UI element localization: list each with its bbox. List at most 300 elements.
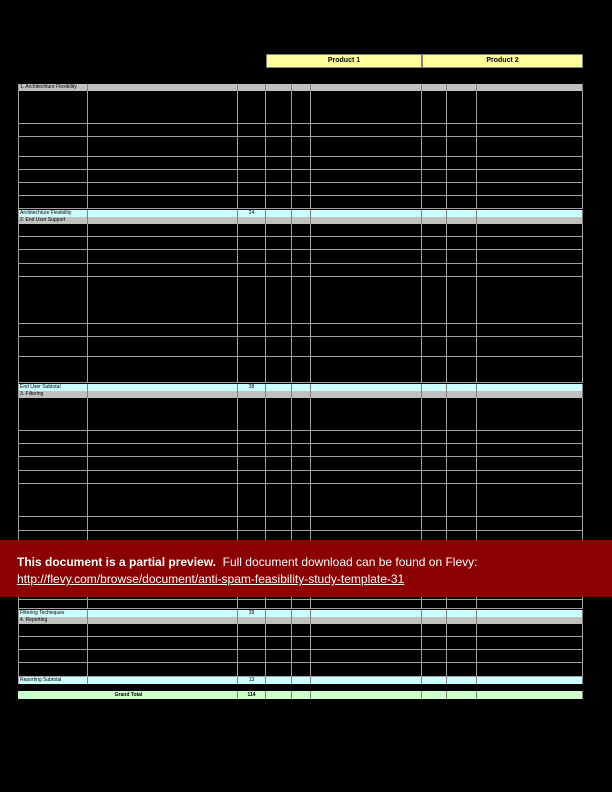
cell bbox=[88, 610, 238, 617]
cell bbox=[422, 471, 447, 483]
cell bbox=[266, 391, 292, 398]
section-header bbox=[18, 84, 583, 91]
table-row bbox=[18, 250, 583, 264]
preview-banner bbox=[0, 540, 612, 597]
cell bbox=[238, 391, 266, 398]
cell bbox=[88, 224, 238, 236]
cell bbox=[477, 210, 583, 217]
cell bbox=[477, 391, 583, 398]
cell bbox=[477, 137, 583, 156]
cell bbox=[238, 91, 266, 123]
cell bbox=[238, 431, 266, 443]
cell bbox=[266, 84, 292, 91]
table-row bbox=[18, 324, 583, 337]
cell bbox=[422, 124, 447, 136]
cell bbox=[292, 691, 311, 699]
cell bbox=[266, 124, 292, 136]
cell bbox=[238, 84, 266, 91]
cell bbox=[422, 170, 447, 182]
banner-message bbox=[17, 554, 612, 571]
cell bbox=[311, 624, 422, 636]
cell bbox=[266, 650, 292, 662]
cell bbox=[422, 391, 447, 398]
cell bbox=[311, 617, 422, 624]
subtotal-label: Filtering Techniques bbox=[18, 610, 88, 617]
cell bbox=[477, 264, 583, 276]
cell bbox=[88, 600, 238, 608]
cell bbox=[238, 624, 266, 636]
cell bbox=[311, 170, 422, 182]
cell bbox=[447, 398, 477, 430]
cell bbox=[292, 217, 311, 224]
cell bbox=[266, 170, 292, 182]
cell bbox=[422, 357, 447, 382]
cell bbox=[477, 124, 583, 136]
grand-total-value: 114 bbox=[238, 691, 266, 699]
cell bbox=[292, 663, 311, 676]
cell bbox=[477, 610, 583, 617]
cell bbox=[447, 677, 477, 684]
cell bbox=[292, 237, 311, 249]
cell bbox=[18, 337, 88, 356]
cell bbox=[266, 183, 292, 195]
cell bbox=[88, 264, 238, 276]
cell bbox=[266, 484, 292, 516]
cell bbox=[477, 384, 583, 391]
cell bbox=[311, 324, 422, 336]
cell bbox=[292, 471, 311, 483]
cell bbox=[88, 471, 238, 483]
cell bbox=[447, 137, 477, 156]
cell bbox=[422, 610, 447, 617]
cell bbox=[447, 484, 477, 516]
cell bbox=[238, 517, 266, 530]
cell bbox=[18, 170, 88, 182]
cell bbox=[238, 637, 266, 649]
cell bbox=[422, 691, 447, 699]
cell bbox=[311, 398, 422, 430]
cell bbox=[18, 444, 88, 456]
cell bbox=[311, 224, 422, 236]
cell bbox=[88, 624, 238, 636]
table-row bbox=[18, 398, 583, 431]
cell bbox=[18, 398, 88, 430]
subtotal-label: End User Subtotal bbox=[18, 384, 88, 391]
cell bbox=[311, 277, 422, 323]
cell bbox=[88, 91, 238, 123]
cell bbox=[238, 471, 266, 483]
cell bbox=[477, 624, 583, 636]
cell bbox=[88, 637, 238, 649]
table-row bbox=[18, 196, 583, 209]
cell bbox=[477, 217, 583, 224]
cell bbox=[422, 663, 447, 676]
cell bbox=[238, 663, 266, 676]
cell bbox=[266, 217, 292, 224]
cell bbox=[447, 357, 477, 382]
table-row bbox=[18, 484, 583, 517]
cell bbox=[266, 157, 292, 169]
cell bbox=[292, 677, 311, 684]
table-row bbox=[18, 237, 583, 250]
cell bbox=[292, 391, 311, 398]
cell bbox=[266, 610, 292, 617]
cell bbox=[447, 264, 477, 276]
cell bbox=[88, 337, 238, 356]
section-header bbox=[18, 617, 583, 624]
cell bbox=[266, 431, 292, 443]
cell bbox=[266, 457, 292, 470]
table-row bbox=[18, 637, 583, 650]
cell bbox=[447, 444, 477, 456]
cell bbox=[88, 183, 238, 195]
cell bbox=[266, 250, 292, 263]
cell bbox=[238, 264, 266, 276]
section-title: 4. Reporting bbox=[18, 617, 88, 624]
cell bbox=[422, 617, 447, 624]
cell bbox=[477, 677, 583, 684]
flevy-document-link[interactable]: http://flevy.com/browse/document/anti-spam-feasibility-study-template-31 bbox=[17, 572, 405, 586]
table-row bbox=[18, 471, 583, 484]
cell bbox=[447, 210, 477, 217]
cell bbox=[266, 264, 292, 276]
subtotal-value: 13 bbox=[238, 677, 266, 684]
cell bbox=[311, 600, 422, 608]
cell bbox=[18, 264, 88, 276]
cell bbox=[447, 600, 477, 608]
cell bbox=[238, 324, 266, 336]
cell bbox=[422, 157, 447, 169]
cell bbox=[292, 384, 311, 391]
cell bbox=[238, 444, 266, 456]
cell bbox=[447, 663, 477, 676]
cell bbox=[447, 277, 477, 323]
table-row bbox=[18, 137, 583, 157]
cell bbox=[266, 237, 292, 249]
cell bbox=[266, 137, 292, 156]
cell bbox=[18, 91, 88, 123]
cell bbox=[422, 84, 447, 91]
cell bbox=[292, 398, 311, 430]
cell bbox=[447, 391, 477, 398]
cell bbox=[477, 183, 583, 195]
cell bbox=[477, 337, 583, 356]
cell bbox=[18, 517, 88, 530]
subtotal-label: Reporting Subtotal bbox=[18, 677, 88, 684]
cell bbox=[311, 444, 422, 456]
cell bbox=[88, 124, 238, 136]
section-title: 2. End User Support bbox=[18, 217, 88, 224]
cell bbox=[422, 384, 447, 391]
cell bbox=[292, 124, 311, 136]
cell bbox=[292, 337, 311, 356]
cell bbox=[447, 431, 477, 443]
cell bbox=[422, 337, 447, 356]
cell bbox=[422, 398, 447, 430]
cell bbox=[18, 431, 88, 443]
cell bbox=[311, 337, 422, 356]
cell bbox=[477, 457, 583, 470]
cell bbox=[477, 637, 583, 649]
cell bbox=[18, 277, 88, 323]
cell bbox=[447, 624, 477, 636]
cell bbox=[292, 637, 311, 649]
cell bbox=[18, 124, 88, 136]
cell bbox=[311, 637, 422, 649]
cell bbox=[238, 600, 266, 608]
cell bbox=[477, 471, 583, 483]
subtotal-value: 39 bbox=[238, 610, 266, 617]
cell bbox=[292, 484, 311, 516]
cell bbox=[292, 91, 311, 123]
table-row bbox=[18, 431, 583, 444]
cell bbox=[477, 517, 583, 530]
cell bbox=[238, 183, 266, 195]
cell bbox=[266, 337, 292, 356]
cell bbox=[447, 196, 477, 208]
cell bbox=[238, 357, 266, 382]
cell bbox=[18, 224, 88, 236]
cell bbox=[422, 624, 447, 636]
cell bbox=[18, 457, 88, 470]
cell bbox=[88, 237, 238, 249]
cell bbox=[88, 484, 238, 516]
table-row bbox=[18, 357, 583, 383]
cell bbox=[447, 457, 477, 470]
cell bbox=[238, 224, 266, 236]
cell bbox=[238, 337, 266, 356]
cell bbox=[18, 183, 88, 195]
cell bbox=[88, 444, 238, 456]
cell bbox=[292, 431, 311, 443]
cell bbox=[266, 517, 292, 530]
cell bbox=[447, 471, 477, 483]
cell bbox=[422, 444, 447, 456]
table-row bbox=[18, 170, 583, 183]
cell bbox=[88, 391, 238, 398]
cell bbox=[292, 444, 311, 456]
cell bbox=[18, 650, 88, 662]
cell bbox=[447, 91, 477, 123]
cell bbox=[88, 617, 238, 624]
cell bbox=[88, 137, 238, 156]
cell bbox=[238, 124, 266, 136]
cell bbox=[266, 624, 292, 636]
cell bbox=[292, 264, 311, 276]
grand-total-label: Grand Total bbox=[18, 691, 238, 699]
cell bbox=[88, 431, 238, 443]
subtotal-row bbox=[18, 384, 583, 391]
cell bbox=[422, 217, 447, 224]
section-header bbox=[18, 391, 583, 398]
subtotal-row bbox=[18, 610, 583, 617]
cell bbox=[238, 650, 266, 662]
cell bbox=[447, 157, 477, 169]
cell bbox=[311, 431, 422, 443]
cell bbox=[477, 444, 583, 456]
cell bbox=[447, 610, 477, 617]
cell bbox=[311, 517, 422, 530]
cell bbox=[311, 157, 422, 169]
cell bbox=[238, 157, 266, 169]
cell bbox=[311, 183, 422, 195]
cell bbox=[266, 677, 292, 684]
table-row bbox=[18, 663, 583, 677]
table-row bbox=[18, 337, 583, 357]
cell bbox=[18, 157, 88, 169]
cell bbox=[311, 264, 422, 276]
cell bbox=[311, 691, 422, 699]
cell bbox=[422, 196, 447, 208]
cell bbox=[266, 277, 292, 323]
cell bbox=[266, 617, 292, 624]
cell bbox=[422, 457, 447, 470]
cell bbox=[311, 137, 422, 156]
table-row bbox=[18, 264, 583, 277]
cell bbox=[447, 324, 477, 336]
cell bbox=[292, 84, 311, 91]
cell bbox=[266, 663, 292, 676]
cell bbox=[266, 691, 292, 699]
cell bbox=[18, 600, 88, 608]
cell bbox=[18, 637, 88, 649]
cell bbox=[422, 137, 447, 156]
cell bbox=[311, 84, 422, 91]
cell bbox=[88, 650, 238, 662]
cell bbox=[266, 224, 292, 236]
cell bbox=[238, 484, 266, 516]
product-2-header: Product 2 bbox=[422, 54, 583, 68]
section-title: 1. Architechture Flexibility bbox=[18, 84, 88, 91]
table-row bbox=[18, 517, 583, 531]
cell bbox=[311, 250, 422, 263]
cell bbox=[88, 250, 238, 263]
cell bbox=[422, 264, 447, 276]
cell bbox=[88, 157, 238, 169]
cell bbox=[447, 384, 477, 391]
cell bbox=[311, 210, 422, 217]
cell bbox=[447, 124, 477, 136]
cell bbox=[88, 517, 238, 530]
cell bbox=[292, 357, 311, 382]
cell bbox=[447, 217, 477, 224]
cell bbox=[88, 398, 238, 430]
table-row bbox=[18, 457, 583, 471]
cell bbox=[292, 170, 311, 182]
cell bbox=[266, 444, 292, 456]
cell bbox=[311, 391, 422, 398]
cell bbox=[422, 224, 447, 236]
subtotal-value: 24 bbox=[238, 210, 266, 217]
cell bbox=[311, 484, 422, 516]
cell bbox=[422, 237, 447, 249]
cell bbox=[88, 384, 238, 391]
banner-text: Full document download can be found on Flevy: bbox=[222, 555, 478, 569]
cell bbox=[238, 217, 266, 224]
cell bbox=[292, 183, 311, 195]
cell bbox=[477, 157, 583, 169]
cell bbox=[292, 196, 311, 208]
cell bbox=[88, 210, 238, 217]
cell bbox=[292, 137, 311, 156]
cell bbox=[18, 237, 88, 249]
cell bbox=[447, 517, 477, 530]
section-title: 3. Filtering bbox=[18, 391, 88, 398]
cell bbox=[266, 210, 292, 217]
cell bbox=[292, 617, 311, 624]
cell bbox=[422, 600, 447, 608]
cell bbox=[266, 196, 292, 208]
cell bbox=[447, 337, 477, 356]
cell bbox=[238, 237, 266, 249]
cell bbox=[477, 398, 583, 430]
cell bbox=[88, 677, 238, 684]
cell bbox=[477, 277, 583, 323]
cell bbox=[238, 250, 266, 263]
cell bbox=[238, 277, 266, 323]
cell bbox=[18, 663, 88, 676]
cell bbox=[422, 517, 447, 530]
cell bbox=[18, 250, 88, 263]
cell bbox=[292, 210, 311, 217]
cell bbox=[88, 457, 238, 470]
cell bbox=[311, 610, 422, 617]
cell bbox=[18, 471, 88, 483]
cell bbox=[447, 170, 477, 182]
cell bbox=[311, 357, 422, 382]
cell bbox=[88, 217, 238, 224]
cell bbox=[311, 91, 422, 123]
cell bbox=[292, 324, 311, 336]
cell bbox=[292, 610, 311, 617]
cell bbox=[266, 471, 292, 483]
cell bbox=[266, 600, 292, 608]
cell bbox=[292, 650, 311, 662]
cell bbox=[477, 691, 583, 699]
cell bbox=[292, 250, 311, 263]
cell bbox=[88, 84, 238, 91]
cell bbox=[477, 91, 583, 123]
cell bbox=[422, 277, 447, 323]
cell bbox=[447, 183, 477, 195]
cell bbox=[422, 637, 447, 649]
section-header bbox=[18, 217, 583, 224]
cell bbox=[88, 357, 238, 382]
cell bbox=[88, 196, 238, 208]
cell bbox=[266, 384, 292, 391]
cell bbox=[422, 431, 447, 443]
cell bbox=[311, 677, 422, 684]
cell bbox=[447, 224, 477, 236]
cell bbox=[266, 637, 292, 649]
table-row bbox=[18, 183, 583, 196]
cell bbox=[292, 224, 311, 236]
subtotal-row bbox=[18, 210, 583, 217]
cell bbox=[477, 170, 583, 182]
cell bbox=[477, 663, 583, 676]
cell bbox=[311, 457, 422, 470]
cell bbox=[88, 277, 238, 323]
table-row bbox=[18, 624, 583, 637]
cell bbox=[266, 357, 292, 382]
table-row bbox=[18, 224, 583, 237]
cell bbox=[238, 457, 266, 470]
cell bbox=[238, 196, 266, 208]
cell bbox=[292, 457, 311, 470]
subtotal-label: Architechture Flexibility bbox=[18, 210, 88, 217]
cell bbox=[422, 210, 447, 217]
cell bbox=[447, 237, 477, 249]
